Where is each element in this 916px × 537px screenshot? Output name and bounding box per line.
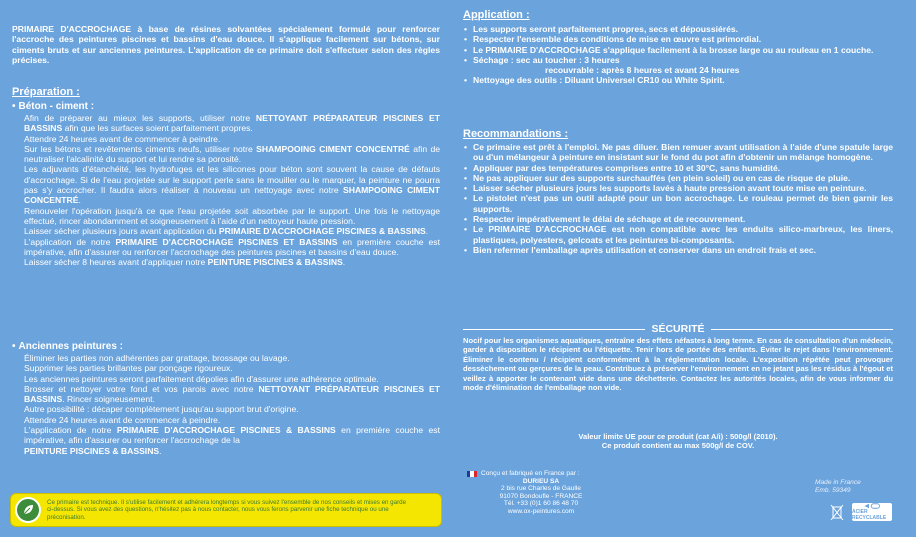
advice-line-3: préconisation.	[47, 513, 86, 521]
paragraph-text: en première couche est impérative, afin d'assurer ou renforcer l'accrochage de la	[24, 425, 440, 446]
application-list	[463, 24, 893, 86]
securite-header	[463, 323, 893, 335]
product-name: PRIMAIRE D'ACCROCHAGE PISCINES & BASSINS	[218, 226, 426, 237]
list-item: • Séchage : sec au toucher : 3 heures	[463, 55, 893, 65]
list-item: • Les supports seront parfaitement propres, secs et dépoussiérés.	[463, 24, 893, 34]
list-item: • Respecter impérativement le délai de séchage et de recouvrement.	[463, 214, 893, 224]
beton-title: • Béton - ciment :	[12, 101, 95, 112]
paragraph-text: Laisser sécher 8 heures avant d'appliquer notre	[24, 257, 208, 268]
application-title: Application :	[463, 9, 530, 21]
anciennes-title-text: Anciennes peintures :	[18, 341, 123, 352]
securite-title: SÉCURITÉ	[651, 323, 705, 335]
paragraph	[24, 425, 440, 446]
product-name: PRIMAIRE D'ACCROCHAGE PISCINES ET BASSINS	[115, 236, 338, 247]
maker-address-1: 2 bis rue Charles de Gaulle	[501, 485, 581, 493]
beton-title-text: Béton - ciment :	[18, 101, 95, 112]
paragraph-text: Les anciennes peintures seront parfaitement dépolies afin d'assurer une adhérence optimale.	[24, 373, 379, 384]
paragraph-text: Laisser sécher plusieurs jours avant application du	[24, 226, 219, 237]
paragraph-text: afin de neutraliser l'alcalinité du support et lui rendre sa porosité.	[24, 143, 441, 165]
paragraph-text: en première couche est impérative, afin d'assurer ou renforcer l'accrochage des peintures piscines et bassins d'eau douce.	[24, 236, 440, 257]
list-item: • Nettoyage des outils : Diluant Universel CR10 ou White Spirit.	[463, 75, 893, 85]
paragraph-text: Autre possibilité : décaper complètement jusqu'au support brut d'origine.	[24, 404, 299, 415]
paragraph-text: .	[425, 226, 429, 237]
paragraph-text: Attendre 24 heures avant de commencer à peindre.	[24, 414, 221, 425]
paragraph-text: afin que les surfaces soient parfaitement propres.	[62, 123, 253, 134]
cov-limit-line-1: Valeur limite UE pour ce produit (cat A/i) : 500g/l (2010).	[578, 432, 778, 441]
france-flag-icon	[467, 471, 477, 477]
advice-banner	[10, 493, 442, 527]
product-name: PEINTURE PISCINES & BASSINS	[207, 257, 343, 268]
cov-limit	[463, 432, 893, 451]
paragraph	[24, 384, 440, 405]
list-item: • Appliquer par des températures comprises entre 10 et 30°C, sans humidité.	[463, 163, 893, 173]
maker-name: DURIEU SA	[522, 477, 560, 485]
list-item: • Bien refermer l'emballage après utilisation et conserver dans un endroit frais et sec.	[463, 245, 893, 255]
paragraph	[24, 237, 440, 258]
paragraph-text: .	[159, 445, 162, 456]
anciennes-paragraphs	[24, 353, 440, 456]
made-in-block	[815, 479, 895, 494]
maker-phone: Tél. +33 (0)1 60 86 48 70	[503, 500, 579, 508]
paragraph	[24, 374, 440, 384]
divider	[711, 329, 893, 330]
paragraph	[24, 446, 440, 456]
paragraph	[24, 164, 440, 205]
intro-text: PRIMAIRE D'ACCROCHAGE à base de résines solvantées spécialement formulé pour renforcer l'accroche des peintures piscines et bassins d'eau douce. Il s'applique facilement sur bétons, sur ciments bruts et sur anciennes peintures. L'application de ce primaire doit s'effectuer selon des règles précises.	[12, 24, 440, 66]
list-item: • Respecter l'ensemble des conditions de mise en œuvre est primordial.	[463, 34, 893, 44]
maker-website[interactable]: www.ox-peintures.com	[507, 507, 575, 515]
paragraph-text: Sur les bétons et revêtements ciments neufs, utiliser notre	[24, 143, 257, 154]
list-item: • Laisser sécher plusieurs jours les supports lavés à haute pression avant toute mise en peinture.	[463, 183, 893, 193]
recommandations-list	[463, 142, 893, 255]
product-name: PEINTURE PISCINES & BASSINS	[24, 445, 160, 456]
paragraph-text: Attendre 24 heures avant de commencer à peindre.	[24, 133, 221, 144]
product-name: NETTOYANT PRÉPARATEUR PISCINES ET BASSINS	[24, 383, 440, 405]
eco-leaf-icon	[15, 497, 41, 523]
paragraph-text: L'application de notre	[24, 236, 116, 247]
paragraph-text: Brosser et nettoyer votre fond et vos parois avec notre	[24, 383, 259, 394]
product-name: NETTOYANT PRÉPARATEUR PISCINES ET BASSINS	[24, 113, 441, 134]
list-item: recouvrable : après 8 heures et avant 24 heures	[545, 65, 740, 76]
paragraph	[24, 134, 440, 144]
manufacturer-block	[467, 470, 647, 516]
list-item: • Ce primaire est prêt à l'emploi. Ne pas diluer. Bien remuer avant utilisation à l'aide d'une spatule large ou d'un mélangeur à peinture en insistant sur le fond du pot afin d'obtenir un mélange homogène.	[463, 142, 893, 163]
anciennes-title: • Anciennes peintures :	[12, 341, 123, 352]
advice-line-1: Ce primaire est technique. Il s'utilise facilement et adhérera longtemps si vous suivez l'ensemble de nos conseils et mises en garde	[47, 498, 407, 506]
recyclable-label: ACIER RECYCLABLE	[852, 509, 887, 521]
divider	[463, 329, 645, 330]
paragraph	[24, 363, 440, 373]
maker-intro: Conçu et fabriqué en France par :	[481, 470, 580, 477]
paragraph	[24, 404, 440, 414]
preparation-title: Préparation :	[12, 86, 80, 98]
paragraph-text: Éliminer les parties non adhérentes par grattage, brossage ou lavage.	[24, 353, 290, 363]
product-name: SHAMPOOING CIMENT CONCENTRÉ	[24, 185, 441, 206]
list-item: • Le PRIMAIRE D'ACCROCHAGE est non compatible avec les enduits silico-marbreux, les liners, plastiques, polyesters, gelcoats et les peintures bi-composants.	[463, 224, 893, 245]
crossed-bin-icon	[830, 503, 844, 521]
paragraph	[24, 257, 440, 267]
list-item: • Le PRIMAIRE D'ACCROCHAGE s'applique facilement à la brosse large ou au rouleau en 1 couche.	[463, 45, 893, 55]
list-item: • Le pistolet n'est pas un outil adapté pour un bon accrochage. Le rouleau permet de bien garnir les supports.	[463, 193, 893, 214]
paragraph-text: Supprimer les parties brillantes par ponçage rigoureux.	[24, 363, 233, 374]
recycle-logos	[830, 500, 900, 524]
paragraph-text: Afin de préparer au mieux les supports, utiliser notre	[24, 113, 256, 123]
emb-code: Emb. 59349	[815, 486, 851, 494]
paragraph-text: .	[78, 195, 81, 206]
list-item: • Ne pas appliquer sur des supports surchauffés (en plein soleil) ou en cas de risque de pluie.	[463, 173, 893, 183]
recyclable-steel-logo	[852, 503, 892, 521]
beton-paragraphs	[24, 113, 440, 267]
advice-text	[47, 499, 406, 522]
paragraph-text: Renouveler l'opération jusqu'à ce que l'eau projetée soit absorbée par le support. Une fois le nettoyage effectué, rincer abondamment et soigneusement à l'aide d'un nettoyeur haute pression.	[24, 205, 440, 226]
maker-address-2: 91070 Bondoufle - FRANCE	[499, 492, 583, 500]
paragraph-text: . Rincer soigneusement.	[62, 394, 155, 405]
paragraph-text: .	[342, 257, 346, 268]
securite-text: Nocif pour les organismes aquatiques, entraîne des effets néfastes à long terme. En cas de consultation d'un médecin, garder à disposition le récipient ou l'étiquette. Tenir hors de portée des enfants. Éviter le rejet dans l'environnement. Éliminer le contenu / récipient conformément à la réglementation locale. L'exposition répétée peut provoquer dessèchement ou gerçures de la peau. Contribuez à préserver l'environnement en ne jetant pas les résidus à l'égout et veillez à apporter le contenant vide dans une déchetterie. Contactez les autorités locales, afin de vous informer du mode d'élimination de l'emballage non vide.	[463, 336, 893, 393]
advice-line-2: ci-dessus. Si vous avez des questions, n'hésitez pas à nous contacter, nous vous ferons parvenir une fiche technique ou une	[47, 506, 389, 514]
paragraph	[24, 353, 440, 363]
cov-limit-line-2: Ce produit contient au max 500g/l de COV.	[601, 441, 755, 451]
paragraph-text: L'application de notre	[24, 425, 117, 436]
paragraph	[24, 113, 440, 134]
paragraph	[24, 226, 440, 236]
paragraph	[24, 415, 440, 425]
paragraph-text: Les adjuvants d'étanchéité, les hydrofuges et les silicones pour béton sont souvent la cause de défauts d'accrochage. Si de l'eau projetée sur le support perle sans le mouiller ou le marquer, la peinture ne pourra pas s'y accrocher. Il faudra alors réaliser à nouveau un nettoyage avec notre	[24, 164, 440, 196]
paragraph	[24, 144, 440, 165]
product-name: PRIMAIRE D'ACCROCHAGE PISCINES & BASSINS	[116, 425, 336, 436]
made-in-france: Made in France	[815, 479, 861, 486]
paragraph	[24, 206, 440, 227]
recommandations-title: Recommandations :	[463, 128, 569, 140]
product-name: SHAMPOOING CIMENT CONCENTRÉ	[256, 143, 410, 154]
